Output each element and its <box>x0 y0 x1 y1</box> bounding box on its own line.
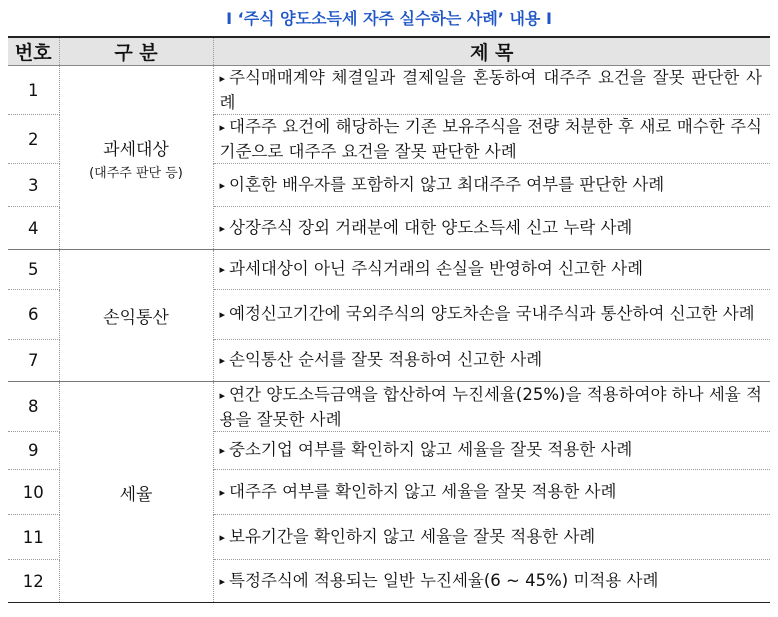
cases-table <box>8 36 770 603</box>
case-title <box>213 340 770 382</box>
case-title <box>213 207 770 250</box>
case-text: 보유기간을 확인하지 않고 세율을 잘못 적용한 사례 <box>229 526 596 546</box>
bullet-icon: ▸ <box>219 263 226 276</box>
header-subject: 제 목 <box>213 37 770 66</box>
row-number: 1 <box>8 66 59 115</box>
page-title <box>0 6 778 29</box>
case-text: 과세대상이 아닌 주식거래의 손실을 반영하여 신고한 사례 <box>229 259 644 278</box>
case-title <box>213 290 770 340</box>
category-label: 손익통산 <box>103 308 169 328</box>
category-cell <box>59 66 213 250</box>
row-number: 9 <box>8 432 59 470</box>
category-sublabel: (대주주 판단 등) <box>89 165 183 181</box>
bullet-icon: ▸ <box>219 221 226 235</box>
case-text: 중소기업 여부를 확인하지 않고 세율을 잘못 적용한 사례 <box>229 440 633 459</box>
bullet-icon: ▸ <box>219 530 226 544</box>
bullet-icon: ▸ <box>219 574 226 588</box>
header-category: 구 분 <box>59 37 213 66</box>
category-label: 세율 <box>119 484 153 505</box>
case-title <box>213 515 770 560</box>
row-number: 11 <box>8 515 59 560</box>
header-no: 번호 <box>8 37 59 66</box>
bullet-icon: ▸ <box>219 72 226 85</box>
case-title <box>213 470 770 515</box>
row-number: 3 <box>8 164 59 207</box>
case-title <box>213 560 770 603</box>
case-text: 특정주식에 적용되는 일반 누진세율(6 ~ 45%) 미적용 사례 <box>229 570 659 590</box>
title-prefix: Ⅰ <box>226 9 233 28</box>
title-suffix: Ⅰ <box>545 9 552 28</box>
row-number: 4 <box>8 207 59 250</box>
case-text: 주식매매계약 체결일과 결제일을 혼동하여 대주주 요건을 잘못 판단한 사례 <box>219 68 762 112</box>
bullet-icon: ▸ <box>219 308 226 321</box>
category-cell <box>59 382 213 603</box>
case-text: 이혼한 배우자를 포함하지 않고 최대주주 여부를 판단한 사례 <box>229 174 665 194</box>
header-row <box>8 37 770 66</box>
case-text: 대주주 요건에 해당하는 기존 보유주식을 전량 처분한 후 새로 매수한 주식 기준으로 대주주 요건을 잘못 판단한 사례 <box>219 117 762 161</box>
case-text: 대주주 여부를 확인하지 않고 세율을 잘못 적용한 사례 <box>229 481 617 501</box>
table-row <box>8 66 770 115</box>
case-text: 예정신고기간에 국외주식의 양도차손을 국내주식과 통산하여 신고한 사례 <box>229 304 755 323</box>
case-title <box>213 432 770 470</box>
table-row <box>8 250 770 290</box>
category-cell <box>59 250 213 382</box>
row-number: 8 <box>8 382 59 432</box>
row-number: 12 <box>8 560 59 603</box>
case-text: 상장주식 장외 거래분에 대한 양도소득세 신고 누락 사례 <box>229 217 633 237</box>
table-row <box>8 382 770 432</box>
row-number: 6 <box>8 290 59 340</box>
row-number: 5 <box>8 250 59 290</box>
case-title <box>213 66 770 115</box>
bullet-icon: ▸ <box>219 444 226 457</box>
case-text: 연간 양도소득금액을 합산하여 누진세율(25%)을 적용하여야 하나 세율 적용을 잘못한 사례 <box>219 384 762 429</box>
case-title <box>213 382 770 432</box>
case-title <box>213 115 770 164</box>
bullet-icon: ▸ <box>219 354 226 367</box>
case-title <box>213 164 770 207</box>
category-label: 과세대상 <box>103 139 169 160</box>
case-text: 손익통산 순서를 잘못 적용하여 신고한 사례 <box>229 350 543 369</box>
row-number: 7 <box>8 340 59 382</box>
bullet-icon: ▸ <box>219 178 226 192</box>
bullet-icon: ▸ <box>219 121 226 134</box>
bullet-icon: ▸ <box>219 388 226 402</box>
row-number: 2 <box>8 115 59 164</box>
title-text: ‘주식 양도소득세 자주 실수하는 사례’ 내용 <box>237 9 541 28</box>
case-title <box>213 250 770 290</box>
row-number: 10 <box>8 470 59 515</box>
bullet-icon: ▸ <box>219 485 226 499</box>
